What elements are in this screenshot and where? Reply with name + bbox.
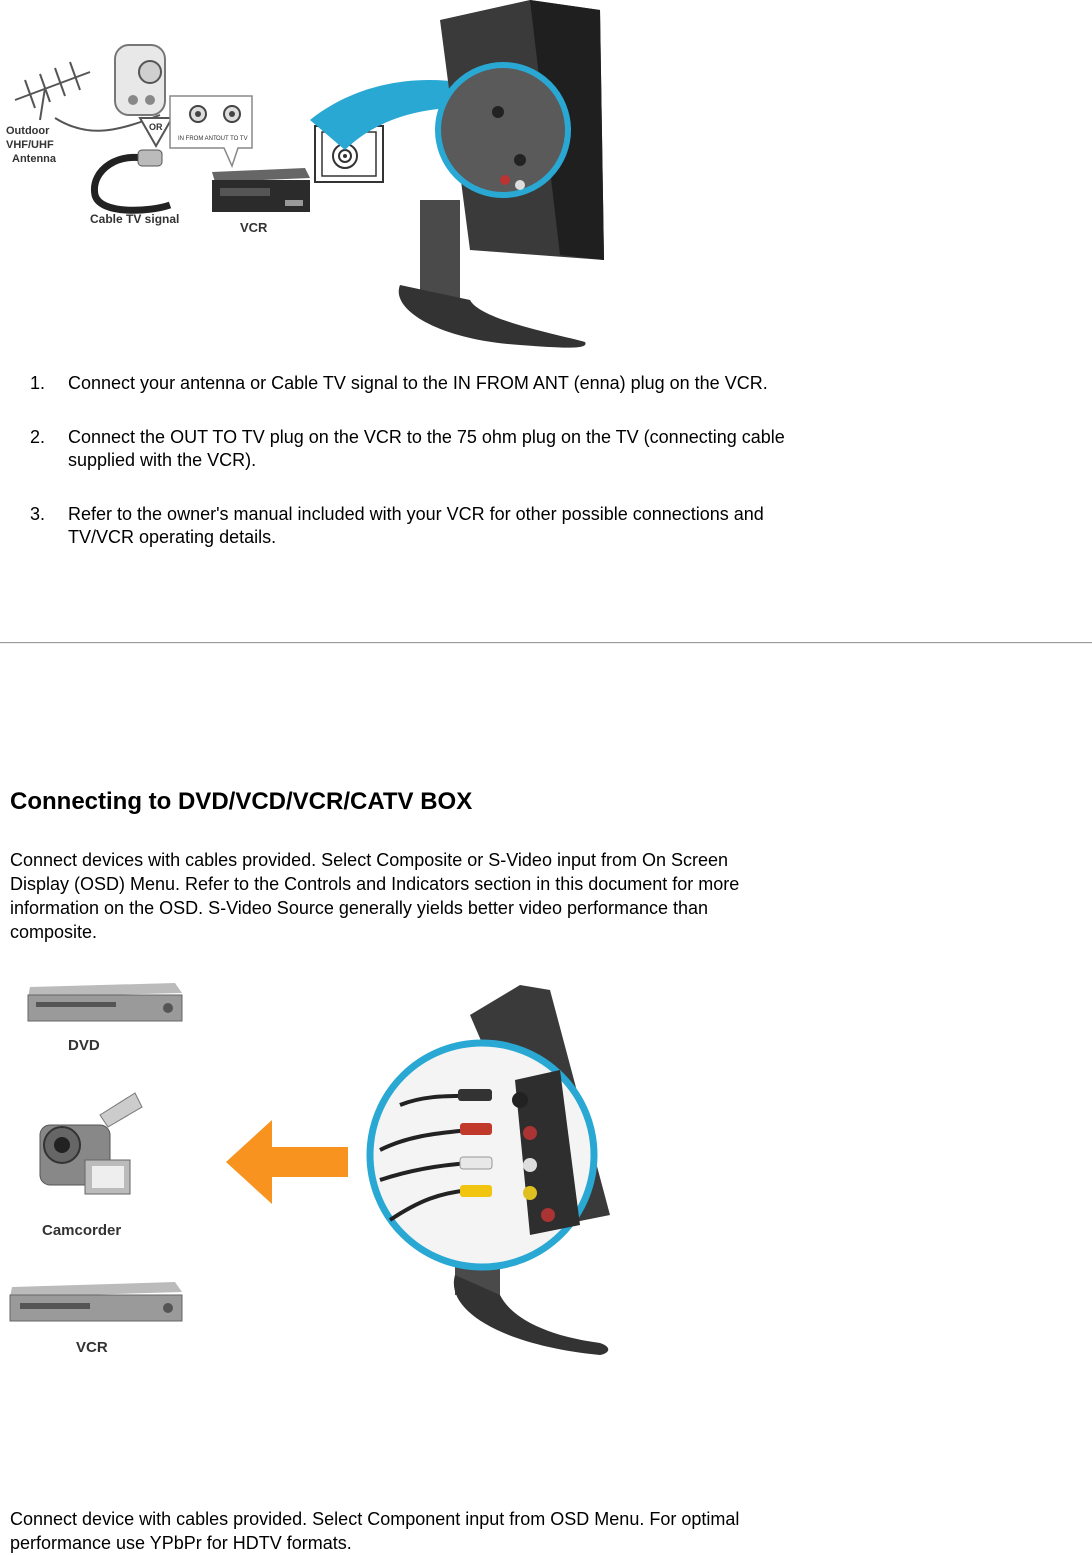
antenna-vcr-connection-diagram (0, 0, 640, 360)
vcr-player-icon (10, 1282, 182, 1321)
step-number: 2. (30, 427, 46, 447)
antenna-label-line-3: Antenna (12, 153, 56, 165)
splitter-icon (115, 45, 165, 115)
vcr-device-label: VCR (76, 1339, 108, 1356)
svg-text:IN FROM ANT: IN FROM ANT (178, 136, 217, 142)
vcr-label: VCR (240, 220, 268, 235)
svg-text:OUT TO TV: OUT TO TV (216, 136, 248, 142)
section-heading: Connecting to DVD/VCD/VCR/CATV BOX (10, 788, 473, 815)
list-item (30, 503, 790, 549)
or-badge (140, 118, 172, 146)
left-arrow-icon (226, 1120, 348, 1204)
svg-text:OR: OR (149, 122, 163, 132)
step-number: 3. (30, 504, 46, 524)
av-device-connection-diagram (0, 975, 640, 1375)
camcorder-label: Camcorder (42, 1222, 122, 1239)
step-text: Connect your antenna or Cable TV signal to the IN FROM ANT (enna) plug on the VCR. (68, 373, 768, 393)
section-intro: Connect devices with cables provided. Select Composite or S-Video input from On Screen Display (OSD) Menu. Refer to the Controls and Indicators section in this document for more information on the OSD. S-Video Source generally yields better video performance than composite. (10, 850, 740, 942)
component-input-note: Connect device with cables provided. Select Component input from OSD Menu. For optimal performance use YPbPr for HDTV formats. (10, 1509, 740, 1553)
dvd-player-icon (28, 983, 182, 1021)
monitor-illustration (370, 985, 610, 1355)
antenna-label-line-1: Outdoor (6, 125, 50, 137)
step-text: Refer to the owner's manual included with your VCR for other possible connections and TV/VCR operating details. (68, 504, 764, 547)
dvd-label: DVD (68, 1037, 100, 1054)
list-item (30, 426, 790, 472)
camcorder-icon (40, 1093, 142, 1194)
list-item (30, 372, 790, 395)
cable-signal-label: Cable TV signal (90, 212, 180, 226)
antenna-icon (15, 62, 90, 120)
monitor-illustration (399, 0, 604, 348)
step-text: Connect the OUT TO TV plug on the VCR to the 75 ohm plug on the TV (connecting cable supplied with the VCR). (68, 427, 785, 470)
connection-steps-list (30, 372, 790, 580)
antenna-label-line-2: VHF/UHF (6, 139, 54, 151)
vcr-icon (212, 168, 310, 212)
section-divider (0, 642, 1092, 644)
cable-icon (94, 150, 170, 210)
vcr-jack-callout (170, 96, 252, 166)
step-number: 1. (30, 373, 46, 393)
